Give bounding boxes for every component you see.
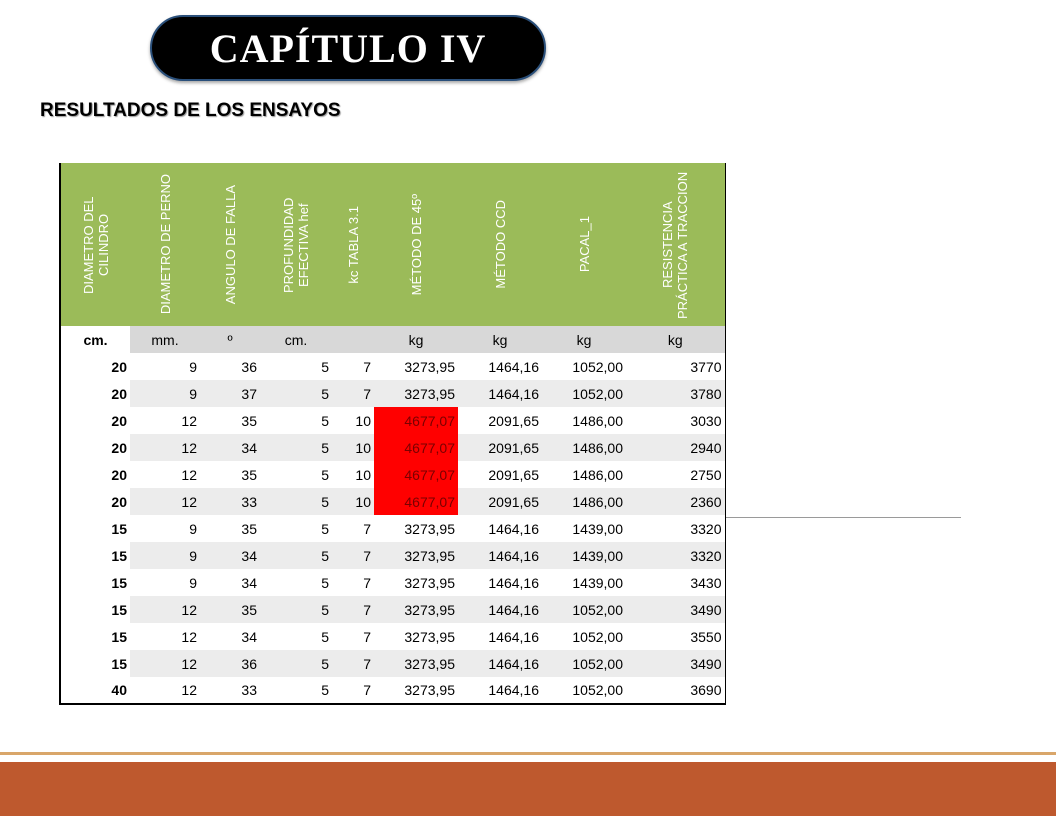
table-cell: 1052,00: [542, 353, 626, 380]
table-cell: 37: [200, 380, 260, 407]
table-cell: 9: [130, 515, 200, 542]
table-cell: 34: [200, 434, 260, 461]
unit-cell: º: [200, 326, 260, 353]
header-label: kc TABLA 3.1: [345, 205, 361, 284]
table-cell: 3273,95: [374, 569, 458, 596]
table-row: [60, 650, 725, 677]
table-cell: 5: [260, 488, 332, 515]
table-cell: 2940: [626, 434, 725, 461]
table-cell: 12: [130, 434, 200, 461]
unit-cell: kg: [458, 326, 542, 353]
table-cell: 35: [200, 515, 260, 542]
table-cell: 15: [60, 569, 130, 596]
table-cell: 1464,16: [458, 596, 542, 623]
table-row: [60, 542, 725, 569]
header-label: PACAL_1: [576, 216, 592, 273]
table-cell: 5: [260, 623, 332, 650]
table-cell: 3780: [626, 380, 725, 407]
table-cell: 1439,00: [542, 515, 626, 542]
table-cell: 20: [60, 407, 130, 434]
header-cell: [260, 163, 332, 326]
table-cell: 15: [60, 515, 130, 542]
table-cell: 7: [332, 677, 374, 704]
table-cell: 35: [200, 596, 260, 623]
header-cell: [130, 163, 200, 326]
table-row: [60, 407, 725, 434]
table-cell: 3273,95: [374, 353, 458, 380]
table-cell: 5: [260, 515, 332, 542]
table-cell: 36: [200, 353, 260, 380]
header-cell: [60, 163, 130, 326]
table-cell: 4677,07: [374, 488, 458, 515]
table-cell: 3273,95: [374, 623, 458, 650]
table-cell: 12: [130, 623, 200, 650]
table-cell: 5: [260, 569, 332, 596]
table-cell: 2091,65: [458, 407, 542, 434]
header-label: DIAMETRO DEL CILINDRO: [80, 195, 111, 294]
table-row: [60, 596, 725, 623]
table-cell: 2091,65: [458, 488, 542, 515]
table-cell: 1439,00: [542, 569, 626, 596]
results-table: [59, 163, 726, 705]
table-cell: 7: [332, 542, 374, 569]
unit-cell: [332, 326, 374, 353]
table-cell: 7: [332, 623, 374, 650]
table-cell: 15: [60, 650, 130, 677]
table-row: [60, 569, 725, 596]
table-row: [60, 515, 725, 542]
table-row: [60, 434, 725, 461]
table-cell: 10: [332, 434, 374, 461]
table-cell: 9: [130, 569, 200, 596]
table-cell: 33: [200, 677, 260, 704]
table-cell: 15: [60, 542, 130, 569]
table-cell: 2360: [626, 488, 725, 515]
table-cell: 12: [130, 407, 200, 434]
table-cell: 3430: [626, 569, 725, 596]
table-cell: 35: [200, 461, 260, 488]
table-cell: 1052,00: [542, 623, 626, 650]
table-cell: 1464,16: [458, 353, 542, 380]
table-row: [60, 461, 725, 488]
table-cell: 1464,16: [458, 380, 542, 407]
table-row: [60, 677, 725, 704]
header-cell: [200, 163, 260, 326]
header-cell: [332, 163, 374, 326]
table-cell: 4677,07: [374, 434, 458, 461]
table-cell: 5: [260, 353, 332, 380]
table-cell: 7: [332, 380, 374, 407]
footer-bar: [0, 762, 1056, 816]
table-cell: 12: [130, 461, 200, 488]
table-cell: 3490: [626, 650, 725, 677]
section-subtitle: RESULTADOS DE LOS ENSAYOS: [40, 100, 341, 121]
table-cell: 9: [130, 542, 200, 569]
table-cell: 1464,16: [458, 677, 542, 704]
table-cell: 1464,16: [458, 569, 542, 596]
unit-cell: kg: [374, 326, 458, 353]
table-cell: 34: [200, 542, 260, 569]
table-cell: 3273,95: [374, 515, 458, 542]
table-cell: 20: [60, 461, 130, 488]
table-cell: 7: [332, 353, 374, 380]
table-cell: 5: [260, 542, 332, 569]
table-cell: 5: [260, 596, 332, 623]
table-cell: 33: [200, 488, 260, 515]
header-label: DIAMETRO DE PERNO: [157, 174, 173, 315]
table-cell: 20: [60, 434, 130, 461]
table-cell: 1464,16: [458, 650, 542, 677]
table-cell: 34: [200, 569, 260, 596]
table-cell: 3273,95: [374, 542, 458, 569]
header-label: RESISTENCIA PRÁCTICA A TRACCION: [660, 170, 691, 319]
table-cell: 3273,95: [374, 596, 458, 623]
header-label: PROFUNDIDAD EFECTIVA hef: [281, 196, 311, 293]
header-cell: [542, 163, 626, 326]
table-cell: 7: [332, 569, 374, 596]
table-cell: 40: [60, 677, 130, 704]
table-cell: 1486,00: [542, 434, 626, 461]
table-cell: 1052,00: [542, 677, 626, 704]
divider-line: [726, 517, 961, 518]
table-cell: 12: [130, 650, 200, 677]
table-cell: 4677,07: [374, 461, 458, 488]
table-cell: 10: [332, 488, 374, 515]
chapter-title-banner: [150, 15, 546, 81]
table-cell: 20: [60, 380, 130, 407]
table-header-row: [60, 163, 725, 326]
table-cell: 3320: [626, 542, 725, 569]
table-cell: 15: [60, 596, 130, 623]
table-cell: 36: [200, 650, 260, 677]
table-row: [60, 488, 725, 515]
table-cell: 7: [332, 515, 374, 542]
table-cell: 12: [130, 596, 200, 623]
table-cell: 1439,00: [542, 542, 626, 569]
header-label: MÉTODO CCD: [492, 200, 508, 289]
table-cell: 2750: [626, 461, 725, 488]
table-cell: 3273,95: [374, 380, 458, 407]
table-cell: 1052,00: [542, 650, 626, 677]
table-cell: 3490: [626, 596, 725, 623]
footer-accent-line: [0, 752, 1056, 755]
table-cell: 5: [260, 650, 332, 677]
table-cell: 3320: [626, 515, 725, 542]
table-cell: 9: [130, 353, 200, 380]
header-cell: [458, 163, 542, 326]
table-cell: 5: [260, 434, 332, 461]
table-cell: 12: [130, 488, 200, 515]
table-cell: 1052,00: [542, 596, 626, 623]
table-cell: 9: [130, 380, 200, 407]
table-row: [60, 353, 725, 380]
table-cell: 1464,16: [458, 515, 542, 542]
table-cell: 15: [60, 623, 130, 650]
table-cell: 20: [60, 488, 130, 515]
header-label: ANGULO DE FALLA: [222, 184, 238, 305]
unit-cell: cm.: [260, 326, 332, 353]
table-cell: 7: [332, 650, 374, 677]
units-row: [60, 326, 725, 353]
table-cell: 5: [260, 380, 332, 407]
table-cell: 7: [332, 596, 374, 623]
header-cell: [626, 163, 725, 326]
table-cell: 4677,07: [374, 407, 458, 434]
unit-cell: cm.: [60, 326, 130, 353]
unit-cell: kg: [626, 326, 725, 353]
table-cell: 3273,95: [374, 677, 458, 704]
table-cell: 12: [130, 677, 200, 704]
table-cell: 5: [260, 461, 332, 488]
header-label: MÉTODO DE 45º: [408, 193, 424, 296]
table-cell: 5: [260, 407, 332, 434]
table-cell: 3550: [626, 623, 725, 650]
unit-cell: kg: [542, 326, 626, 353]
table-cell: 1464,16: [458, 623, 542, 650]
table-cell: 35: [200, 407, 260, 434]
chapter-title: CAPÍTULO IV: [209, 25, 487, 71]
table-row: [60, 623, 725, 650]
table-cell: 10: [332, 461, 374, 488]
table-cell: 34: [200, 623, 260, 650]
unit-cell: mm.: [130, 326, 200, 353]
table-cell: 1052,00: [542, 380, 626, 407]
table-cell: 5: [260, 677, 332, 704]
table-cell: 2091,65: [458, 434, 542, 461]
header-cell: [374, 163, 458, 326]
table-cell: 2091,65: [458, 461, 542, 488]
table-cell: 1486,00: [542, 488, 626, 515]
table-cell: 3273,95: [374, 650, 458, 677]
table-cell: 1486,00: [542, 461, 626, 488]
table-cell: 3690: [626, 677, 725, 704]
table-cell: 20: [60, 353, 130, 380]
table-cell: 1464,16: [458, 542, 542, 569]
table-cell: 10: [332, 407, 374, 434]
table-cell: 3770: [626, 353, 725, 380]
table-cell: 3030: [626, 407, 725, 434]
table-row: [60, 380, 725, 407]
table-cell: 1486,00: [542, 407, 626, 434]
